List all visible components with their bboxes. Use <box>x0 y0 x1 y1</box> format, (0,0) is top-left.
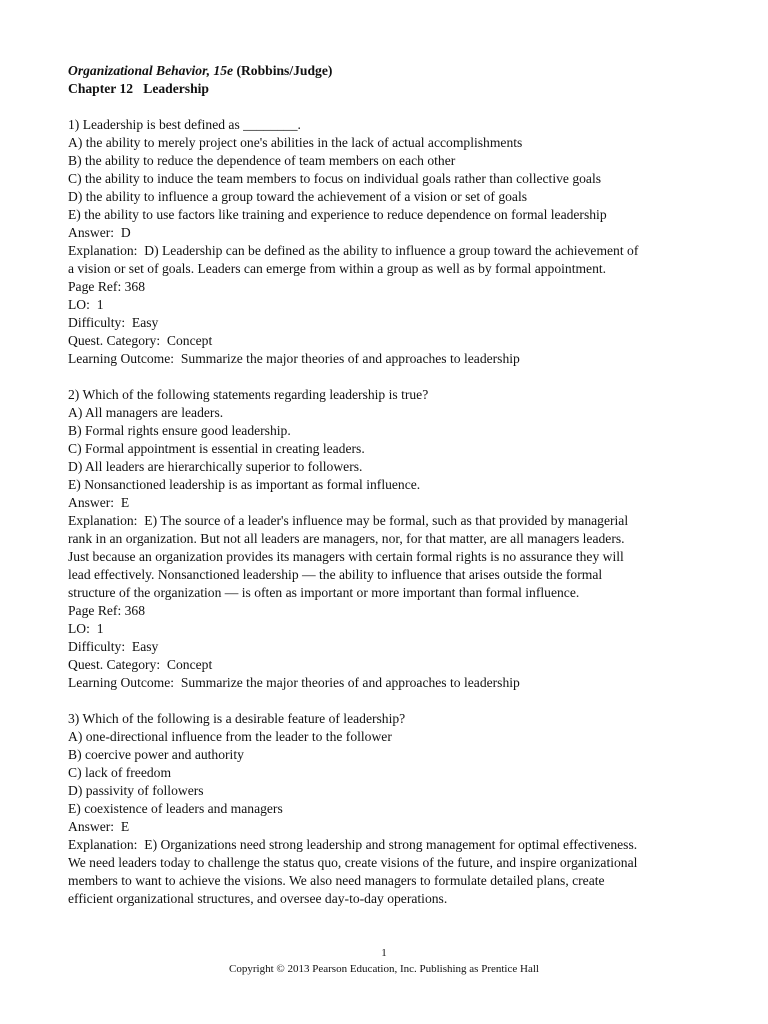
question-meta: LO: 1 <box>68 621 104 636</box>
answer-option: B) coercive power and authority <box>68 747 244 762</box>
document-page <box>68 62 718 908</box>
answer-option: E) coexistence of leaders and managers <box>68 801 283 816</box>
question-meta: Quest. Category: Concept <box>68 333 213 348</box>
question-meta: LO: 1 <box>68 297 104 312</box>
answer-option: A) one-directional influence from the leader to the follower <box>68 729 392 744</box>
explanation-line: structure of the organization — is often as important or more important than formal influence. <box>68 585 580 600</box>
question-stem: 3) Which of the following is a desirable feature of leadership? <box>68 711 406 726</box>
answer-option: B) Formal rights ensure good leadership. <box>68 423 291 438</box>
explanation-line: Explanation: E) Organizations need strong leadership and strong management for optimal effectiveness. <box>68 837 638 852</box>
answer-option: C) the ability to induce the team members to focus on individual goals rather than collective goals <box>68 171 602 186</box>
question-meta: Difficulty: Easy <box>68 315 159 330</box>
answer-option: A) All managers are leaders. <box>68 405 224 420</box>
answer-option: B) the ability to reduce the dependence of team members on each other <box>68 153 456 168</box>
chapter-title: Chapter 12 Leadership <box>68 81 209 96</box>
copyright-notice: Copyright © 2013 Pearson Education, Inc. Publishing as Prentice Hall <box>229 963 539 975</box>
question-block <box>68 116 718 368</box>
answer-option: D) the ability to influence a group toward the achievement of a vision or set of goals <box>68 189 528 204</box>
question-meta: Page Ref: 368 <box>68 279 146 294</box>
answer-key: Answer: E <box>68 495 130 510</box>
answer-option: C) lack of freedom <box>68 765 172 780</box>
answer-option: D) All leaders are hierarchically superior to followers. <box>68 459 363 474</box>
question-list <box>68 116 718 908</box>
question-meta: Difficulty: Easy <box>68 639 159 654</box>
explanation-line: rank in an organization. But not all leaders are managers, nor, for that matter, are all managers leaders. <box>68 531 625 546</box>
explanation-line: efficient organizational structures, and oversee day-to-day operations. <box>68 891 448 906</box>
answer-key: Answer: D <box>68 225 131 240</box>
answer-option: E) the ability to use factors like training and experience to reduce dependence on formal leadership <box>68 207 607 222</box>
explanation-line: Explanation: E) The source of a leader's influence may be formal, such as that provided by managerial <box>68 513 629 528</box>
explanation-line: members to want to achieve the visions. We also need managers to formulate detailed plans, create <box>68 873 605 888</box>
answer-key: Answer: E <box>68 819 130 834</box>
book-authors: (Robbins/Judge) <box>233 63 333 78</box>
book-header <box>68 62 718 80</box>
question-stem: 1) Leadership is best defined as ________. <box>68 117 301 132</box>
question-block <box>68 386 718 692</box>
question-meta: Learning Outcome: Summarize the major theories of and approaches to leadership <box>68 675 520 690</box>
explanation-line: lead effectively. Nonsanctioned leadership — the ability to influence that arises outside the formal <box>68 567 603 582</box>
question-block <box>68 710 718 908</box>
book-title: Organizational Behavior, 15e <box>68 63 234 78</box>
question-meta: Quest. Category: Concept <box>68 657 213 672</box>
explanation-line: Just because an organization provides its managers with certain formal rights is no assurance they will <box>68 549 624 564</box>
explanation-line: We need leaders today to challenge the status quo, create visions of the future, and inspire organizational <box>68 855 638 870</box>
question-meta: Page Ref: 368 <box>68 603 146 618</box>
explanation-line: a vision or set of goals. Leaders can emerge from within a group as well as by formal appointment. <box>68 261 607 276</box>
page-number: 1 <box>381 947 387 959</box>
question-meta: Learning Outcome: Summarize the major theories of and approaches to leadership <box>68 351 520 366</box>
explanation-line: Explanation: D) Leadership can be defined as the ability to influence a group toward the achievement of <box>68 243 639 258</box>
answer-option: C) Formal appointment is essential in creating leaders. <box>68 441 365 456</box>
question-stem: 2) Which of the following statements regarding leadership is true? <box>68 387 429 402</box>
answer-option: D) passivity of followers <box>68 783 204 798</box>
answer-option: E) Nonsanctioned leadership is as important as formal influence. <box>68 477 421 492</box>
answer-option: A) the ability to merely project one's abilities in the lack of actual accomplishments <box>68 135 523 150</box>
